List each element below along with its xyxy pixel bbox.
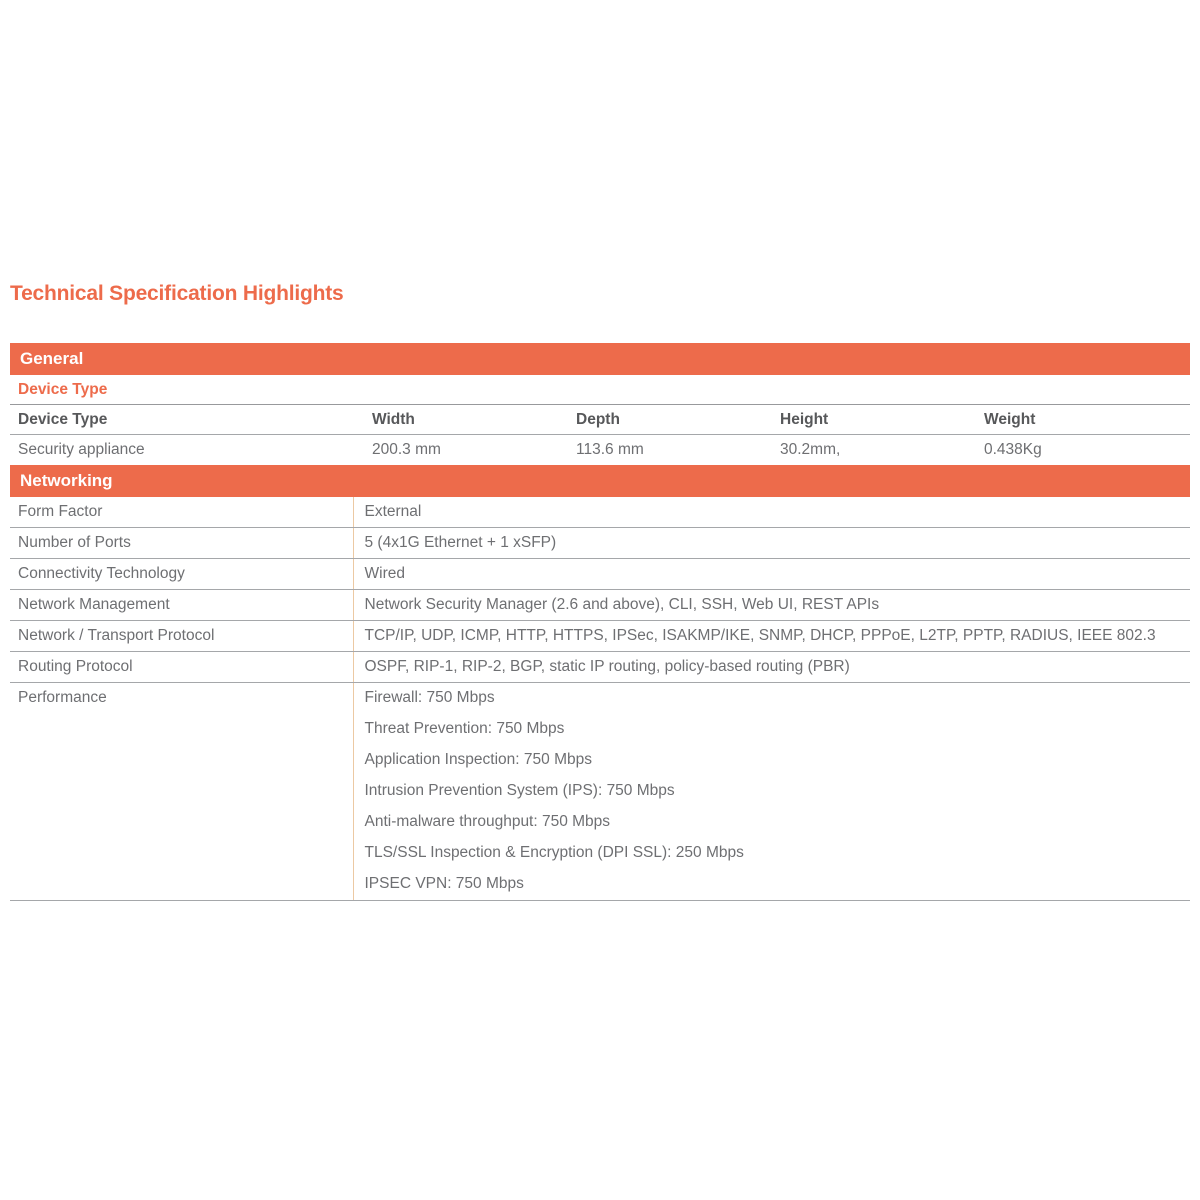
spec-label: Network / Transport Protocol [10, 621, 353, 652]
spec-row-network-management [10, 590, 1190, 621]
spec-value: Wired [353, 559, 1190, 590]
spec-label: Routing Protocol [10, 652, 353, 683]
column-header-depth: Depth [568, 405, 772, 435]
spec-label: Connectivity Technology [10, 559, 353, 590]
subsection-device-type: Device Type [10, 375, 1190, 405]
cell-height: 30.2mm, [780, 441, 841, 458]
performance-line: IPSEC VPN: 750 Mbps [364, 875, 524, 892]
spec-label: Form Factor [10, 497, 353, 528]
spec-value: 5 (4x1G Ethernet + 1 xSFP) [353, 528, 1190, 559]
cell-depth: 113.6 mm [576, 441, 644, 458]
cell-device-type: Security appliance [18, 441, 145, 458]
column-header-height: Height [772, 405, 976, 435]
section-header-networking [10, 465, 1190, 497]
section-header-general-label: General [20, 349, 84, 368]
performance-line: Firewall: 750 Mbps [364, 689, 495, 706]
networking-table [10, 497, 1190, 901]
page-title: Technical Specification Highlights [10, 282, 344, 305]
spec-row-performance [10, 683, 1190, 901]
performance-line: Application Inspection: 750 Mbps [364, 751, 592, 768]
performance-line: Intrusion Prevention System (IPS): 750 Mbps [364, 782, 675, 799]
performance-line: TLS/SSL Inspection & Encryption (DPI SSL): 250 Mbps [364, 844, 744, 861]
spec-label: Network Management [10, 590, 353, 621]
column-header-weight: Weight [976, 405, 1190, 435]
section-header-networking-label: Networking [20, 471, 113, 490]
performance-line: Threat Prevention: 750 Mbps [364, 720, 565, 737]
general-table-header-row [10, 405, 1190, 435]
spec-value: TCP/IP, UDP, ICMP, HTTP, HTTPS, IPSec, ISAKMP/IKE, SNMP, DHCP, PPPoE, L2TP, PPTP, RADIUS, IEEE 802.3 [353, 621, 1190, 652]
spec-label: Number of Ports [10, 528, 353, 559]
spec-value: Network Security Manager (2.6 and above), CLI, SSH, Web UI, REST APIs [353, 590, 1190, 621]
spec-row-number-of-ports [10, 528, 1190, 559]
general-table [10, 405, 1190, 465]
spec-row-network-transport-protocol [10, 621, 1190, 652]
cell-width: 200.3 mm [372, 441, 441, 458]
spec-value: OSPF, RIP-1, RIP-2, BGP, static IP routing, policy-based routing (PBR) [353, 652, 1190, 683]
spec-label: Performance [10, 683, 353, 901]
table-row [10, 435, 1190, 466]
spec-row-connectivity-technology [10, 559, 1190, 590]
column-header-width: Width [364, 405, 568, 435]
spec-row-routing-protocol [10, 652, 1190, 683]
spec-value-performance [353, 683, 1190, 901]
column-header-device-type: Device Type [10, 405, 364, 435]
section-header-general [10, 343, 1190, 375]
performance-line: Anti-malware throughput: 750 Mbps [364, 813, 611, 830]
cell-weight: 0.438Kg [984, 441, 1042, 458]
spec-value: External [353, 497, 1190, 528]
spec-row-form-factor [10, 497, 1190, 528]
